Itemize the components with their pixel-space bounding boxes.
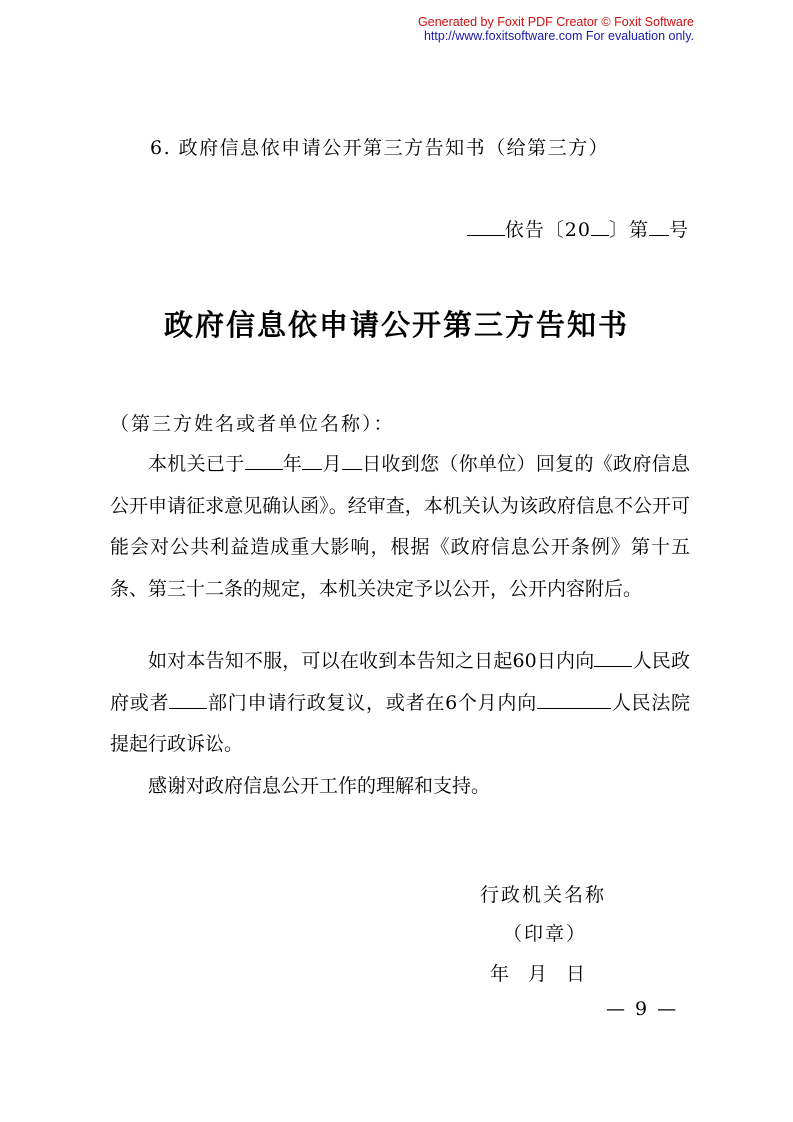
signature-org: 行政机关名称 bbox=[480, 884, 607, 906]
p1-text-a: 本机关已于 bbox=[148, 453, 245, 475]
blank-year bbox=[591, 216, 609, 236]
blank-court bbox=[537, 689, 611, 709]
blank-year bbox=[245, 450, 283, 470]
p2-text-d: 人民法院提起行政诉讼。 bbox=[110, 691, 690, 755]
signature-date: 年 月 日 bbox=[490, 963, 586, 985]
p1-text-b: 年 bbox=[282, 453, 303, 475]
page-number: — 9 — bbox=[606, 998, 679, 1020]
salutation: （第三方姓名或者单位名称）： bbox=[110, 413, 395, 435]
p1-text-c: 月 bbox=[322, 453, 342, 475]
p1-text-d: 日收到您（你单位）回复的《政府信息公开申请征求意见确认函》。经审查，本机关认为该政府信息不公开可能会对公共利益造成重大影响，根据《政府信息公开条例》第十五条、第三十二条的规定，本机关决定予以公开，公开内容附后。 bbox=[110, 453, 690, 600]
paragraph-3: 感谢对政府信息公开工作的理解和支持。 bbox=[148, 775, 491, 797]
p2-text-a: 如对本告知不服，可以在收到本告知之日起60日内向 bbox=[148, 650, 595, 672]
item-heading: 6. 政府信息依申请公开第三方告知书（给第三方） bbox=[150, 137, 610, 159]
doc-number-middle: 〕第 bbox=[608, 219, 649, 241]
document-title: 政府信息依申请公开第三方告知书 bbox=[163, 308, 629, 342]
p2-text-b: 人民政府或者 bbox=[110, 650, 690, 714]
blank-month bbox=[302, 450, 322, 470]
document-number bbox=[467, 215, 689, 242]
blank-department bbox=[169, 689, 207, 709]
watermark-line-2: http://www.foxitsoftware.com For evaluation only. bbox=[423, 29, 694, 43]
doc-number-suffix: 号 bbox=[668, 219, 689, 241]
signature-seal: （印章） bbox=[503, 923, 588, 945]
doc-number-prefix: 依告〔20 bbox=[504, 219, 591, 241]
paragraph-2 bbox=[110, 641, 690, 766]
watermark-line-1: Generated by Foxit PDF Creator © Foxit Software bbox=[418, 15, 694, 29]
p2-text-c: 部门申请行政复议，或者在6个月内向 bbox=[207, 691, 537, 714]
paragraph-1 bbox=[110, 444, 690, 610]
blank-government bbox=[594, 647, 632, 667]
blank-org-abbr bbox=[467, 216, 505, 236]
blank-serial bbox=[649, 216, 669, 236]
blank-day bbox=[342, 450, 362, 470]
